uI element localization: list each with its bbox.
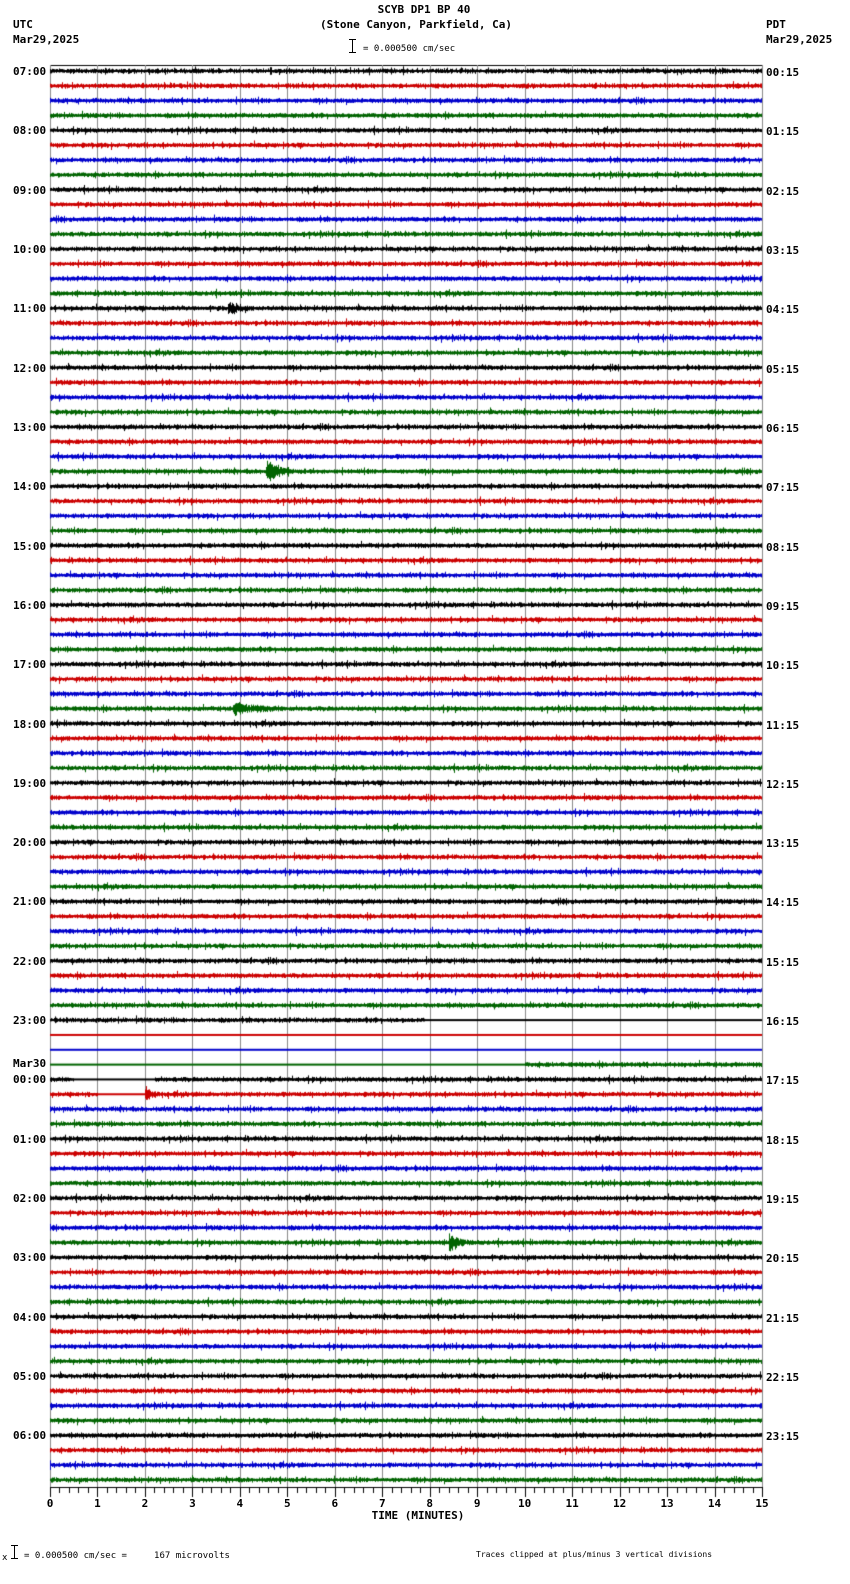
utc-hour-label: 23:00 (13, 1014, 47, 1028)
pdt-hour-label: 10:15 (766, 659, 800, 673)
utc-hour-label: 17:00 (13, 658, 47, 672)
chart-subtitle: (Stone Canyon, Parkfield, Ca) (319, 18, 513, 31)
pdt-hour-label: 13:15 (766, 837, 800, 851)
pdt-hour-label: 18:15 (766, 1133, 800, 1147)
pdt-hour-label: 14:15 (766, 896, 800, 910)
utc-hour-label: 07:00 (13, 65, 47, 78)
pdt-hour-label: 12:15 (766, 777, 800, 791)
utc-hour-label: 02:00 (13, 1192, 47, 1206)
footer-scale-bar-icon (14, 1545, 21, 1559)
pdt-hour-label: 00:15 (766, 66, 800, 79)
utc-hour-label: 04:00 (13, 1310, 47, 1324)
utc-hour-label: 21:00 (13, 895, 47, 909)
utc-hour-label: 03:00 (13, 1251, 47, 1265)
x-axis-label: TIME (MINUTES) (371, 1509, 465, 1522)
utc-hour-label: 20:00 (13, 836, 47, 850)
pdt-hour-label: 16:15 (766, 1015, 800, 1029)
pdt-hour-label: 09:15 (766, 599, 800, 613)
x-tick-label: 11 (565, 1497, 579, 1510)
x-tick-label: 6 (331, 1497, 339, 1510)
footer-scale-prefix: x (2, 1553, 8, 1563)
utc-hour-label: 18:00 (13, 717, 47, 731)
x-tick-label: 1 (94, 1497, 101, 1510)
utc-hour-label: 00:00 (13, 1073, 47, 1087)
utc-hour-label: 06:00 (13, 1429, 47, 1443)
right-date: Mar29,2025 (766, 33, 833, 46)
pdt-hour-label: 08:15 (766, 540, 800, 554)
footer-scale-text: = 0.000500 cm/sec = 167 microvolts (24, 1551, 230, 1561)
x-tick-label: 8 (426, 1497, 434, 1510)
chart-title: SCYB DP1 BP 40 (377, 3, 471, 16)
x-tick-label: 7 (378, 1497, 386, 1510)
pdt-hour-label: 22:15 (766, 1371, 800, 1385)
utc-hour-label: 08:00 (13, 124, 47, 138)
scale-text: = 0.000500 cm/sec (363, 44, 456, 54)
pdt-hour-label: 20:15 (766, 1252, 800, 1266)
pdt-hour-label: 11:15 (766, 718, 800, 732)
pdt-hour-label: 21:15 (766, 1311, 800, 1325)
x-tick-label: 0 (46, 1497, 54, 1510)
utc-hour-label: 16:00 (13, 598, 47, 612)
utc-hour-label: 14:00 (13, 480, 47, 494)
x-tick-label: 3 (189, 1497, 196, 1510)
utc-hour-label: 01:00 (13, 1132, 47, 1146)
utc-hour-label: 13:00 (13, 420, 47, 434)
utc-hour-label: 19:00 (13, 776, 47, 790)
x-tick-label: 2 (141, 1497, 149, 1510)
pdt-hour-label: 19:15 (766, 1193, 800, 1207)
x-tick-label: 9 (473, 1497, 481, 1510)
x-tick-label: 10 (518, 1497, 532, 1510)
left-date: Mar29,2025 (13, 33, 80, 46)
pdt-hour-label: 03:15 (766, 243, 800, 257)
right-timezone: PDT (766, 18, 786, 31)
scale-bar-icon (352, 39, 359, 53)
pdt-hour-label: 01:15 (766, 125, 800, 139)
date-change-label: Mar30 (13, 1057, 47, 1071)
pdt-hour-label: 15:15 (766, 955, 800, 969)
utc-hour-label: 15:00 (13, 539, 47, 553)
pdt-hour-label: 23:15 (766, 1430, 800, 1444)
utc-hour-label: 22:00 (13, 954, 47, 968)
x-tick-label: 12 (612, 1497, 627, 1510)
x-tick-label: 14 (707, 1497, 722, 1510)
x-tick-label: 5 (284, 1497, 291, 1510)
x-tick-label: 4 (236, 1497, 244, 1510)
pdt-hour-label: 07:15 (766, 481, 800, 495)
pdt-hour-label: 06:15 (766, 421, 800, 435)
pdt-hour-label: 02:15 (766, 184, 800, 198)
clip-note: Traces clipped at plus/minus 3 vertical divisions (476, 1550, 713, 1559)
pdt-hour-label: 17:15 (766, 1074, 800, 1088)
x-tick-label: 15 (755, 1497, 769, 1510)
pdt-hour-label: 04:15 (766, 303, 800, 317)
x-tick-label: 13 (660, 1497, 674, 1510)
utc-hour-label: 05:00 (13, 1370, 47, 1384)
utc-hour-label: 10:00 (13, 242, 47, 256)
utc-hour-label: 11:00 (13, 302, 47, 316)
pdt-hour-label: 05:15 (766, 362, 800, 376)
left-timezone: UTC (13, 18, 33, 31)
utc-hour-label: 12:00 (13, 361, 47, 375)
utc-hour-label: 09:00 (13, 183, 47, 197)
